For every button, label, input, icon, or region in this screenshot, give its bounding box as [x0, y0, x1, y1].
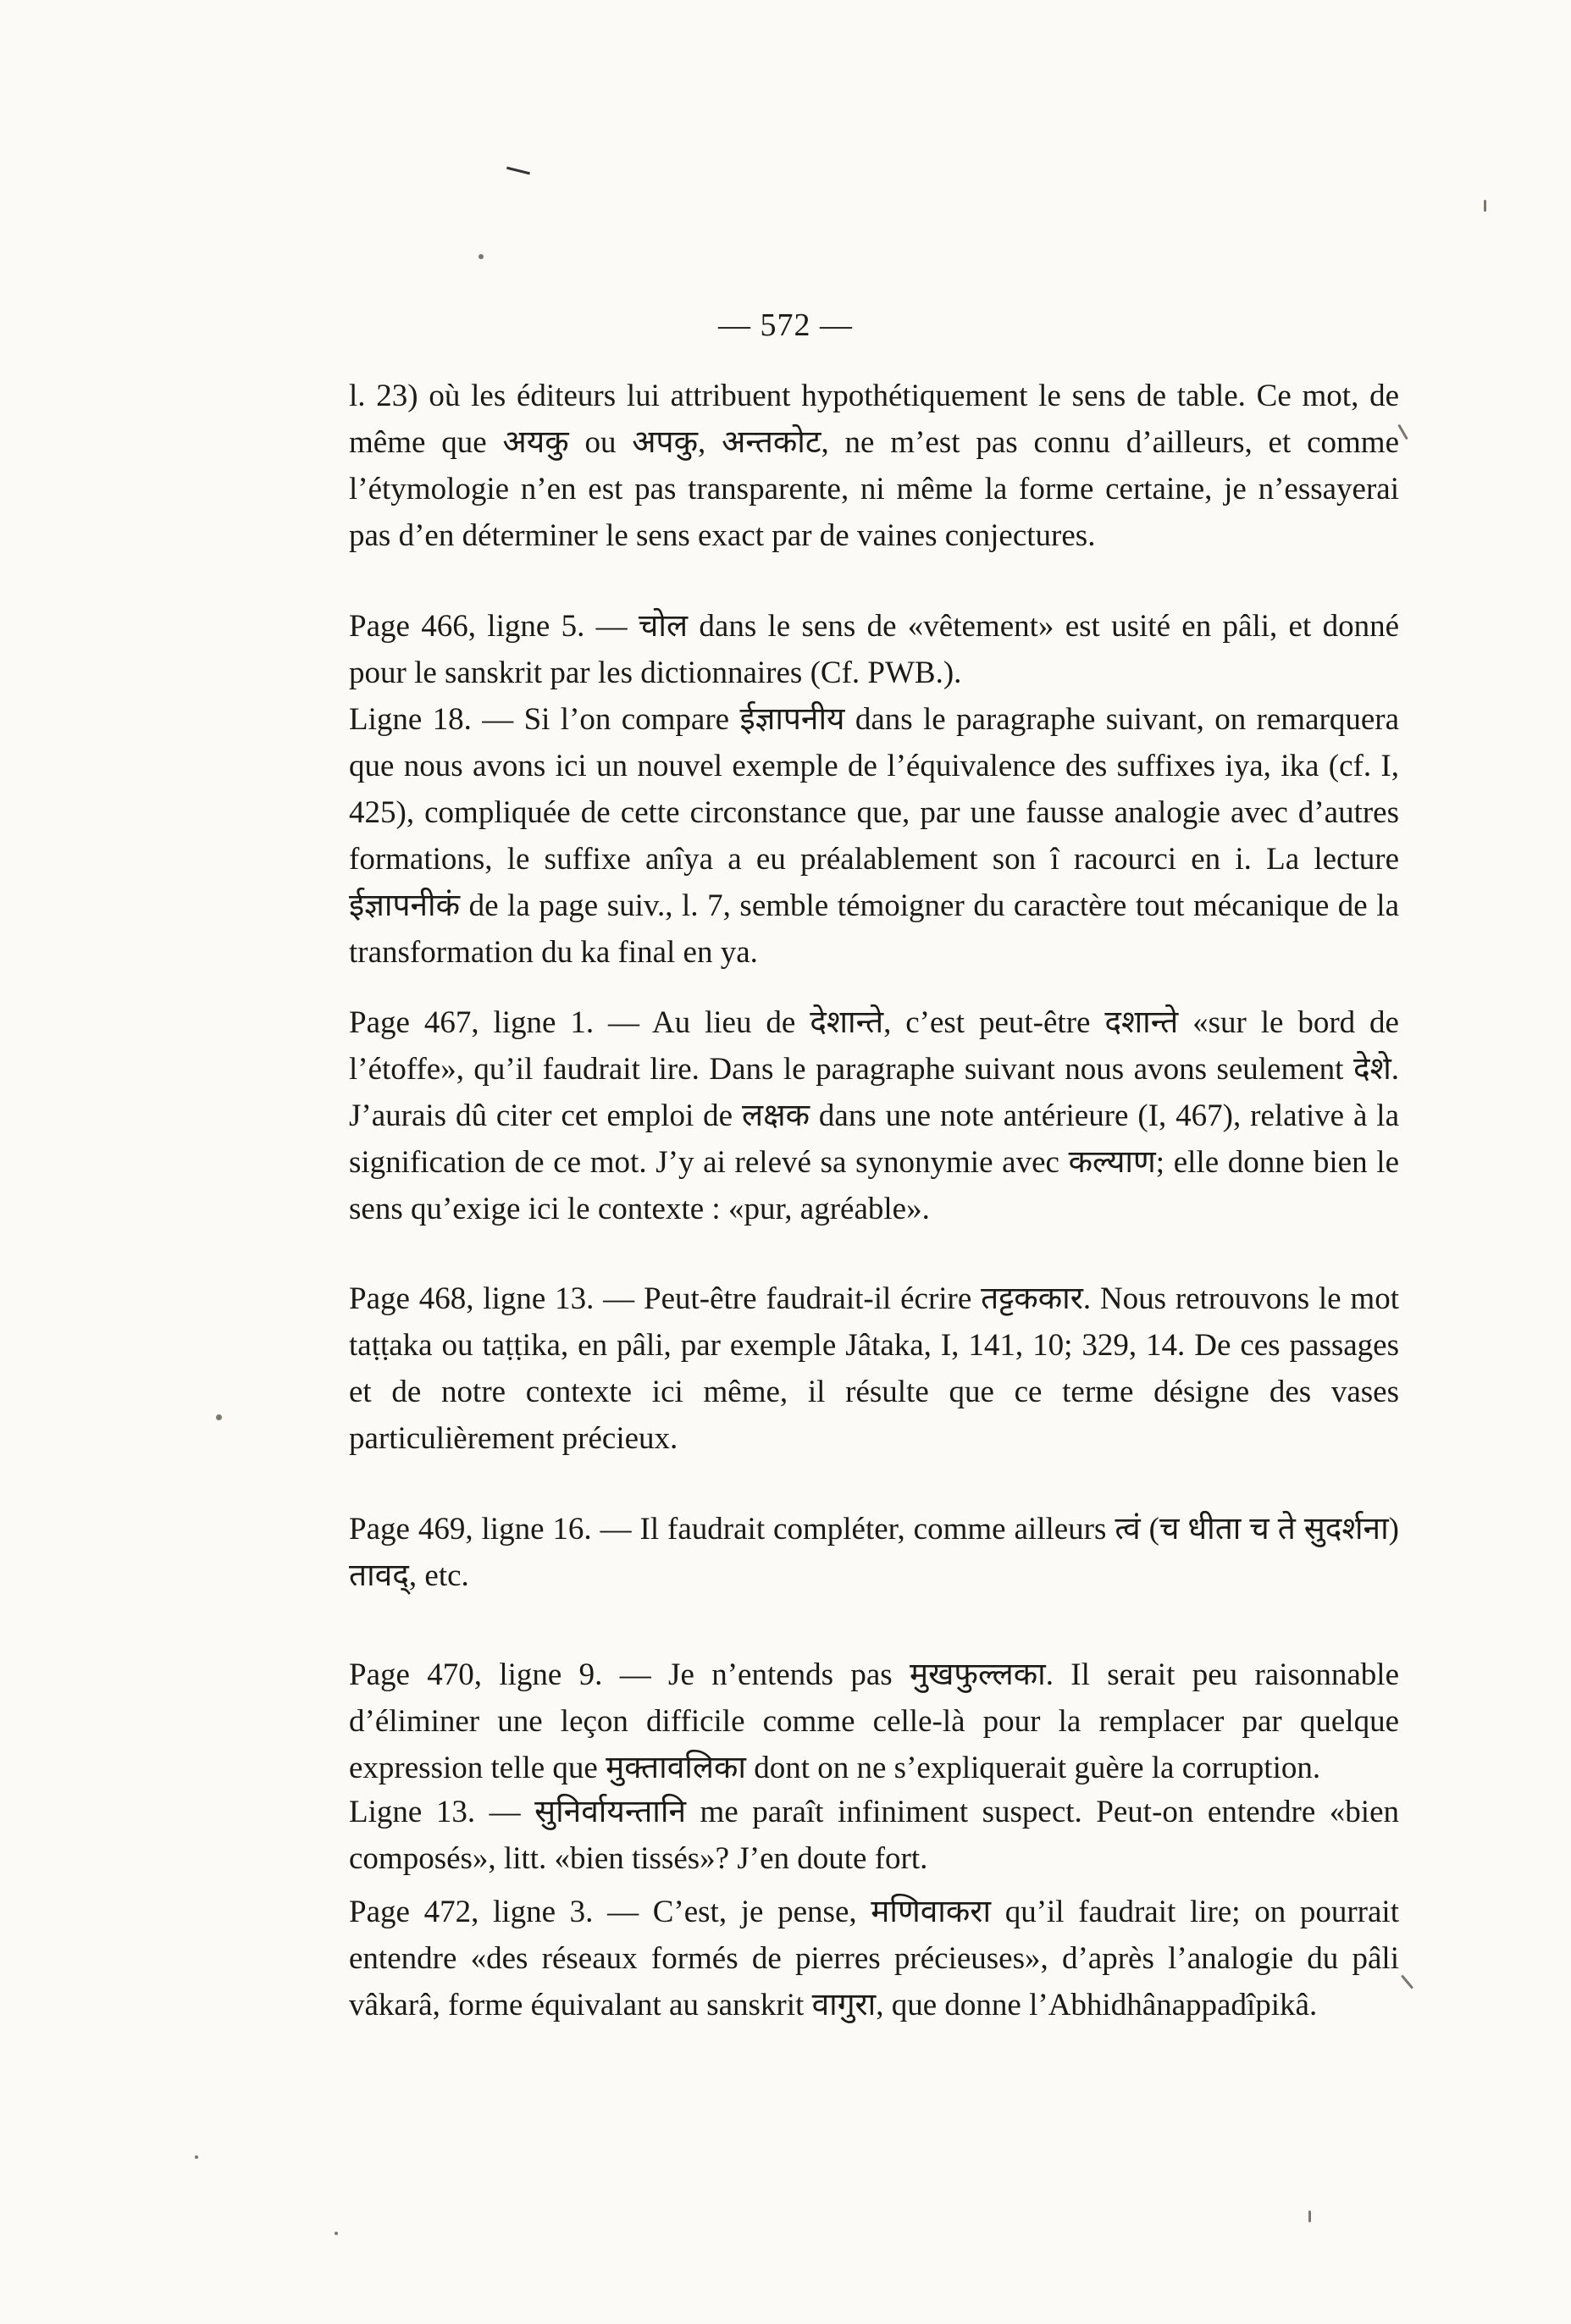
paragraph-ligne-13: Ligne 13. — सुनिर्वायन्तानि me paraît infiniment suspect. Peut-on entendre «bien composés», litt. «bien tissés»? J’en doute fort.: [349, 1795, 1399, 1876]
scan-speck: [335, 2232, 338, 2235]
entry-page-472: [349, 1889, 1399, 2028]
paragraph-page-470: Page 470, ligne 9. — Je n’entends pas मुखफुल्लका. Il serait peu raisonnable d’éliminer une leçon difficile comme celle-là pour la remplacer par quelque expression telle que मुक्तावलिका dont on ne s’expliquerait guère la corruption.: [349, 1657, 1399, 1785]
scan-speck: [1308, 2211, 1311, 2222]
paragraph-page-468: Page 468, ligne 13. — Peut-être faudrait-il écrire तट्टककार. Nous retrouvons le mot taṭṭaka ou taṭṭika, en pâli, par exemple Jâtaka, I, 141, 10; 329, 14. De ces passages et de notre contexte ici même, il résulte que ce terme désigne des vases particulièrement précieux.: [349, 1281, 1399, 1456]
entry-page-469: [349, 1506, 1399, 1599]
entry-page-467: [349, 999, 1399, 1232]
entry-page-468: [349, 1275, 1399, 1462]
entry-page-466-ligne-18: [349, 696, 1399, 976]
scan-speck: [216, 1414, 222, 1420]
paragraph-page-469: Page 469, ligne 16. — Il faudrait compléter, comme ailleurs त्वं (च धीता च ते सुदर्शना) तावद्, etc.: [349, 1512, 1399, 1593]
scan-speck: [195, 2155, 198, 2159]
paragraph-page-472: Page 472, ligne 3. — C’est, je pense, मणिवाकरा qu’il faudrait lire; on pourrait entendre «des réseaux formés de pierres précieuses», d’après l’analogie du pâli vâkarâ, forme équivalant au sanskrit वागुरा, que donne l’Abhidhânappadîpikâ.: [349, 1895, 1399, 2022]
entry-page-466: [349, 603, 1399, 696]
paragraph-continuation: l. 23) où les éditeurs lui attribuent hypothétiquement le sens de table. Ce mot, de même que अयकु ou अपकु, अन्तकोट, ne m’est pas connu d’ailleurs, et comme l’étymologie n’en est pas transparente, ni même la forme certaine, je n’essayerai pas d’en déterminer le sens exact par de vaines conjectures.: [349, 379, 1399, 553]
paragraph-page-466: Page 466, ligne 5. — चोल dans le sens de «vêtement» est usité en pâli, et donné pour le sanskrit par les dictionnaires (Cf. PWB.).: [349, 609, 1399, 690]
scan-mark: [506, 167, 530, 175]
paragraph-ligne-18: Ligne 18. — Si l’on compare ईज्ञापनीय dans le paragraphe suivant, on remarquera que nous avons ici un nouvel exemple de l’équivalence des suffixes iya, ika (cf. I, 425), compliquée de cette circonstance que, par une fausse analogie avec d’autres formations, le suffixe anîya a eu préalablement son î racourci en i. La lecture ईज्ञापनीकं de la page suiv., l. 7, semble témoigner du caractère tout mécanique de la transformation du ka final en ya.: [349, 702, 1399, 970]
scan-speck: [1397, 424, 1408, 440]
scan-speck: [478, 254, 484, 259]
entry-page-470: [349, 1652, 1399, 1791]
paragraph-page-467: Page 467, ligne 1. — Au lieu de देशान्ते, c’est peut-être दशान्ते «sur le bord de l’étoffe», qu’il faudrait lire. Dans le paragraphe suivant nous avons seulement देशे. J’aurais dû citer cet emploi de लक्षक dans une note antérieure (I, 467), relative à la signification de ce mot. J’y ai relevé sa synonymie avec कल्याण; elle donne bien le sens qu’exige ici le contexte : «pur, agréable».: [349, 1005, 1399, 1226]
entry-page-470-ligne-13: [349, 1789, 1399, 1882]
scan-speck: [1484, 200, 1486, 212]
body-text: [349, 373, 1399, 559]
page-number: — 572 —: [718, 307, 853, 343]
scan-speck: [1401, 1974, 1413, 1989]
